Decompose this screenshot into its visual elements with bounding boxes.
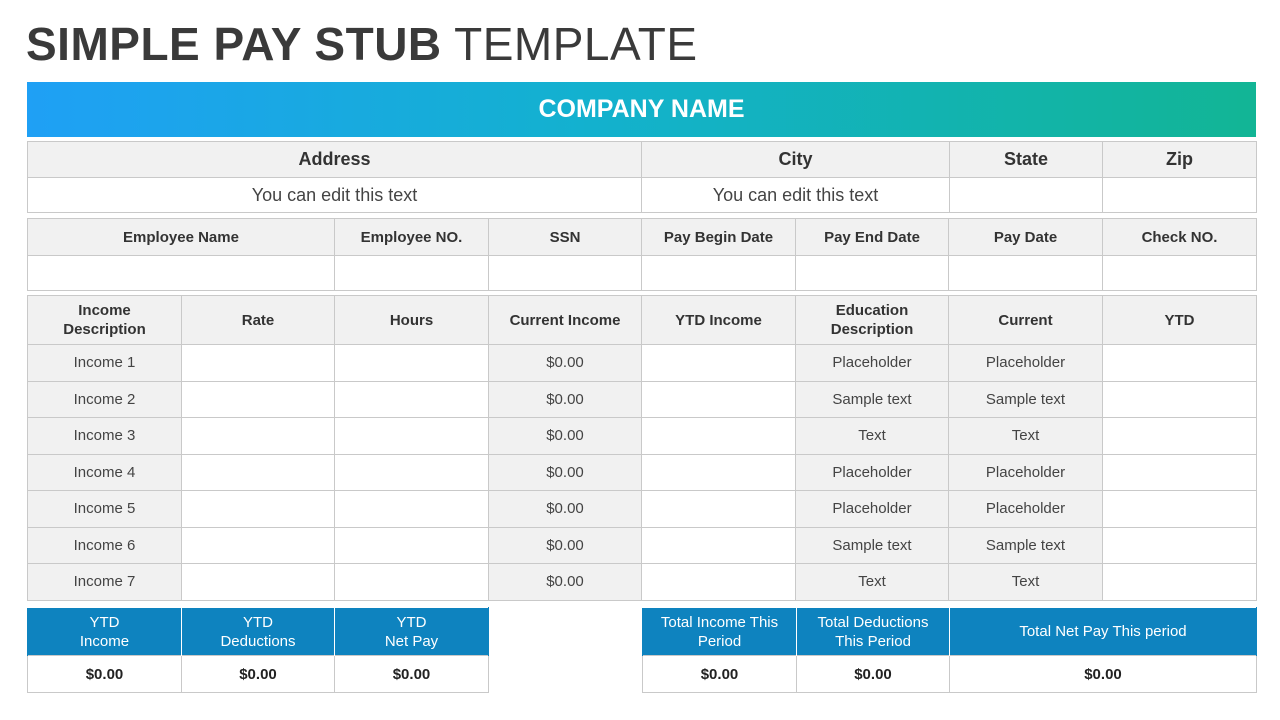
hours-cell[interactable]: [335, 454, 489, 491]
employee-no-header: Employee NO.: [335, 219, 489, 256]
ytd-cell[interactable]: [1103, 454, 1257, 491]
ytd-income-cell[interactable]: [642, 564, 796, 601]
current-cell[interactable]: Text: [949, 418, 1103, 455]
period-summary-table: [642, 607, 1257, 693]
employee-table: [27, 218, 1257, 291]
page-title-light: TEMPLATE: [454, 18, 698, 70]
ytd-income-cell[interactable]: [642, 527, 796, 564]
income-description-cell[interactable]: Income 4: [28, 454, 182, 491]
header-line: Total Income This: [660, 613, 779, 631]
ytd-summary-table: [27, 607, 489, 693]
state-header: State: [950, 142, 1103, 178]
rate-cell[interactable]: [182, 381, 335, 418]
current-income-cell[interactable]: $0.00: [489, 454, 642, 491]
current-income-cell[interactable]: $0.00: [489, 345, 642, 382]
income-table: [27, 295, 1257, 601]
current-income-header: [489, 296, 642, 345]
city-value[interactable]: You can edit this text: [642, 178, 950, 213]
header-line: Deductions: [220, 632, 296, 650]
header-line: Total Deductions: [817, 613, 929, 631]
table-row: [28, 381, 1257, 418]
current-cell[interactable]: Text: [949, 564, 1103, 601]
hours-cell[interactable]: [335, 527, 489, 564]
header-line: Current: [998, 311, 1053, 329]
pay-date-value[interactable]: [949, 256, 1103, 291]
rate-cell[interactable]: [182, 345, 335, 382]
total-income-period-header: [643, 608, 797, 656]
ytd-income-cell[interactable]: [642, 345, 796, 382]
income-description-cell[interactable]: Income 1: [28, 345, 182, 382]
header-line: This Period: [835, 632, 911, 650]
education-description-cell[interactable]: Text: [796, 564, 949, 601]
company-name-banner: [27, 82, 1256, 137]
hours-cell[interactable]: [335, 345, 489, 382]
ytd-income-cell[interactable]: [642, 381, 796, 418]
table-row: [28, 527, 1257, 564]
education-description-cell[interactable]: Placeholder: [796, 345, 949, 382]
zip-value[interactable]: [1103, 178, 1257, 213]
ytd-cell[interactable]: [1103, 381, 1257, 418]
header-line: Net Pay: [384, 632, 439, 650]
address-table: [27, 141, 1257, 213]
current-income-cell[interactable]: $0.00: [489, 491, 642, 528]
total-income-period-value: $0.00: [643, 656, 797, 693]
hours-cell[interactable]: [335, 381, 489, 418]
ytd-income-summary-header: [28, 608, 182, 656]
current-cell[interactable]: Sample text: [949, 381, 1103, 418]
ytd-income-header: [642, 296, 796, 345]
header-line: Description: [63, 321, 146, 338]
header-line: Income: [78, 302, 131, 319]
ytd-cell[interactable]: [1103, 418, 1257, 455]
state-value[interactable]: [950, 178, 1103, 213]
education-description-cell[interactable]: Placeholder: [796, 454, 949, 491]
rate-cell[interactable]: [182, 418, 335, 455]
header-line: YTD Income: [675, 311, 762, 329]
total-deductions-period-value: $0.00: [797, 656, 950, 693]
pay-date-header: Pay Date: [949, 219, 1103, 256]
header-line: Rate: [241, 311, 275, 329]
pay-begin-date-value[interactable]: [642, 256, 796, 291]
header-line: Total Net Pay This period: [1019, 623, 1187, 640]
ytd-cell[interactable]: [1103, 345, 1257, 382]
hours-cell[interactable]: [335, 418, 489, 455]
ytd-income-cell[interactable]: [642, 418, 796, 455]
current-income-cell[interactable]: $0.00: [489, 564, 642, 601]
header-line: YTD: [396, 613, 427, 631]
rate-cell[interactable]: [182, 491, 335, 528]
ytd-income-cell[interactable]: [642, 491, 796, 528]
header-line: Income: [79, 632, 130, 650]
ytd-header: [1103, 296, 1257, 345]
ssn-value[interactable]: [489, 256, 642, 291]
city-header: City: [642, 142, 950, 178]
table-row: [28, 454, 1257, 491]
current-header: [949, 296, 1103, 345]
education-description-header: [796, 296, 949, 345]
pay-end-date-value[interactable]: [796, 256, 949, 291]
current-cell[interactable]: Placeholder: [949, 454, 1103, 491]
ytd-income-value: $0.00: [28, 656, 182, 693]
income-description-cell[interactable]: Income 6: [28, 527, 182, 564]
hours-header: [335, 296, 489, 345]
current-income-cell[interactable]: $0.00: [489, 418, 642, 455]
education-description-cell[interactable]: Sample text: [796, 381, 949, 418]
ytd-deductions-value: $0.00: [182, 656, 335, 693]
income-description-cell[interactable]: Income 5: [28, 491, 182, 528]
header-line: Education: [835, 302, 909, 319]
ytd-income-cell[interactable]: [642, 454, 796, 491]
page-title-bold: SIMPLE PAY STUB: [26, 18, 442, 70]
header-line: YTD: [1164, 311, 1195, 329]
zip-header: Zip: [1103, 142, 1257, 178]
rate-cell[interactable]: [182, 527, 335, 564]
employee-no-value[interactable]: [335, 256, 489, 291]
pay-end-date-header: Pay End Date: [796, 219, 949, 256]
table-row: [28, 564, 1257, 601]
current-cell[interactable]: Placeholder: [949, 491, 1103, 528]
company-name: COMPANY NAME: [538, 95, 745, 123]
ytd-cell[interactable]: [1103, 491, 1257, 528]
header-line: Hours: [389, 311, 434, 329]
table-row: [28, 345, 1257, 382]
table-row: [28, 491, 1257, 528]
income-description-header: [28, 296, 182, 345]
table-row: [28, 418, 1257, 455]
rate-cell[interactable]: [182, 454, 335, 491]
ytd-net-pay-header: [335, 608, 489, 656]
total-deductions-period-header: [797, 608, 950, 656]
address-value[interactable]: You can edit this text: [28, 178, 642, 213]
current-cell[interactable]: Sample text: [949, 527, 1103, 564]
pay-begin-date-header: Pay Begin Date: [642, 219, 796, 256]
address-header: Address: [28, 142, 642, 178]
page-title: [26, 14, 698, 74]
header-line: YTD: [243, 613, 273, 631]
ytd-net-pay-value: $0.00: [335, 656, 489, 693]
total-net-pay-period-value: $0.00: [950, 656, 1257, 693]
header-line: Current Income: [509, 311, 621, 329]
education-description-cell[interactable]: Placeholder: [796, 491, 949, 528]
current-income-cell[interactable]: $0.00: [489, 527, 642, 564]
check-no-value[interactable]: [1103, 256, 1257, 291]
header-line: Description: [830, 321, 914, 338]
header-line: Period: [697, 632, 742, 650]
rate-header: [182, 296, 335, 345]
income-description-cell[interactable]: Income 2: [28, 381, 182, 418]
education-description-cell[interactable]: Sample text: [796, 527, 949, 564]
education-description-cell[interactable]: Text: [796, 418, 949, 455]
income-description-cell[interactable]: Income 3: [28, 418, 182, 455]
employee-name-header: Employee Name: [28, 219, 335, 256]
ytd-cell[interactable]: [1103, 527, 1257, 564]
income-description-cell[interactable]: Income 7: [28, 564, 182, 601]
ssn-header: SSN: [489, 219, 642, 256]
header-line: YTD: [89, 613, 120, 631]
ytd-deductions-header: [182, 608, 335, 656]
current-income-cell[interactable]: $0.00: [489, 381, 642, 418]
ytd-cell[interactable]: [1103, 564, 1257, 601]
hours-cell[interactable]: [335, 564, 489, 601]
total-net-pay-period-header: [950, 608, 1257, 656]
check-no-header: Check NO.: [1103, 219, 1257, 256]
hours-cell[interactable]: [335, 491, 489, 528]
income-table-body: [28, 345, 1257, 601]
employee-name-value[interactable]: [28, 256, 335, 291]
rate-cell[interactable]: [182, 564, 335, 601]
current-cell[interactable]: Placeholder: [949, 345, 1103, 382]
